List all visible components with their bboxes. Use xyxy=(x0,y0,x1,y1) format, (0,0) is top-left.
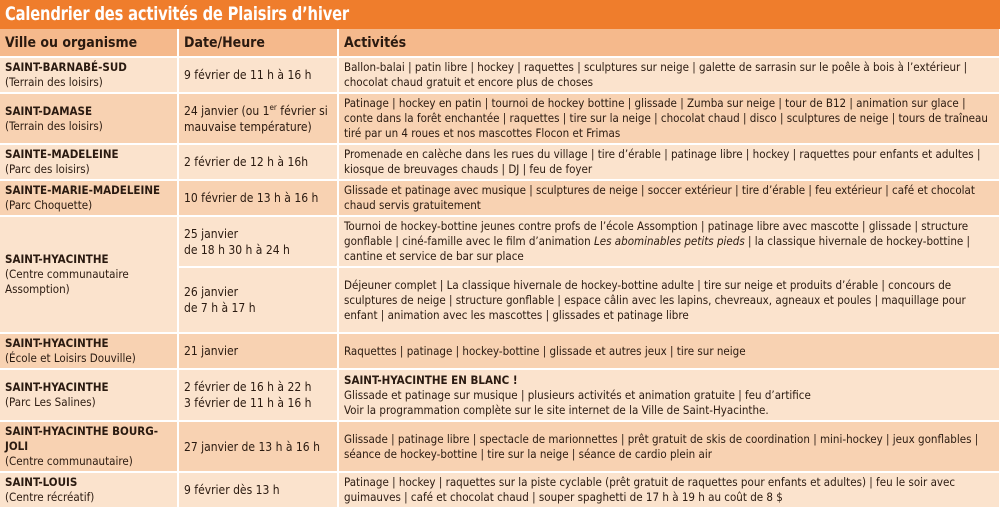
city-cell xyxy=(0,333,178,369)
city-name: SAINT-BARNABÉ-SUD xyxy=(5,60,127,74)
activities-cell: Patinage | hockey | raquettes sur la piste cyclable (prêt gratuit de raquettes pour enfants et adultes) | feu le soir avec guimauves | café et chocolat chaud | souper spaghetti de 17 h à 19 h au coût de 8 $ xyxy=(338,472,1000,508)
city-cell xyxy=(0,180,178,216)
activities-cell: Raquettes | patinage | hockey-bottine | glissade et autres jeux | tire sur neige xyxy=(338,333,1000,369)
date-cell: 26 janvier de 7 h à 17 h xyxy=(178,267,338,333)
city-cell xyxy=(0,369,178,421)
table-row xyxy=(0,144,1000,180)
date-cell: 21 janvier xyxy=(178,333,338,369)
activities-cell: Ballon-balai | patin libre | hockey | raquettes | sculptures sur neige | galette de sarrasin sur le poêle à bois à l’extérieur | chocolat chaud gratuit et encore plus de choses xyxy=(338,57,1000,93)
city-name: SAINT-HYACINTHE xyxy=(5,380,109,394)
table-header-row xyxy=(0,29,1000,57)
page-title: Calendrier des activités de Plaisirs d’hiver xyxy=(0,0,1000,29)
date-cell: 10 février de 13 h à 16 h xyxy=(178,180,338,216)
city-location: (Centre communautaire) xyxy=(5,454,133,468)
activities-cell: Déjeuner complet | La classique hivernale de hockey-bottine adulte | tire sur neige et produits d’érable | concours de sculptures de neige | structure gonflable | espace câlin avec les lapins, chevreaux, agneaux et poules | maquillage pour enfant | animation avec les mascottes | glissades et patinage libre xyxy=(338,267,1000,333)
city-name: SAINT-HYACINTHE xyxy=(5,336,109,350)
date-cell: 27 janvier de 13 h à 16 h xyxy=(178,421,338,472)
city-location: (Parc Choquette) xyxy=(5,198,93,212)
date-cell: 9 février dès 13 h xyxy=(178,472,338,508)
table-row xyxy=(0,216,1000,267)
event-title: SAINT-HYACINTHE EN BLANC ! xyxy=(344,372,518,387)
city-cell xyxy=(0,472,178,508)
table-row xyxy=(0,180,1000,216)
date-cell: 9 février de 11 h à 16 h xyxy=(178,57,338,93)
table-row xyxy=(0,369,1000,421)
header-city: Ville ou organisme xyxy=(0,29,178,57)
city-location: (Terrain des loisirs) xyxy=(5,75,103,89)
activities-cell: Glissade et patinage avec musique | sculptures de neige | soccer extérieur | tire d’érable | feu extérieur | café et chocolat chaud servis gratuitement xyxy=(338,180,1000,216)
activities-cell: Tournoi de hockey-bottine jeunes contre profs de l’école Assomption | patinage libre avec mascotte | glissade | structure gonflable | ciné-famille avec le film d’animation Les abominables petits pieds | la classique hivernale de hockey-bottine | cantine et service de bar sur place xyxy=(338,216,1000,267)
header-activities: Activités xyxy=(338,29,1000,57)
city-location: (Parc Les Salines) xyxy=(5,395,96,409)
activities-table xyxy=(0,29,1000,509)
city-location: (Centre récréatif) xyxy=(5,490,95,504)
date-cell: 24 janvier (ou 1er février si mauvaise température) xyxy=(178,93,338,144)
city-name: SAINT-LOUIS xyxy=(5,475,78,489)
city-location: (Terrain des loisirs) xyxy=(5,118,103,133)
city-cell xyxy=(0,144,178,180)
date-cell: 25 janvier de 18 h 30 h à 24 h xyxy=(178,216,338,267)
date-cell: 2 février de 16 h à 22 h 3 février de 11 h à 16 h xyxy=(178,369,338,421)
city-name: SAINT-HYACINTHE xyxy=(5,252,109,266)
activities-cell: Glissade | patinage libre | spectacle de marionnettes | prêt gratuit de skis de coordination | mini-hockey | jeux gonflables | séance de hockey-bottine | tire sur la neige | séance de cardio plein air xyxy=(338,421,1000,472)
city-name: SAINTE-MARIE-MADELEINE xyxy=(5,183,161,197)
date-cell: 2 février de 12 h à 16h xyxy=(178,144,338,180)
city-name: SAINTE-MADELEINE xyxy=(5,147,119,161)
city-cell xyxy=(0,93,178,144)
city-name: SAINT-HYACINTHE BOURG-JOLI xyxy=(5,424,158,453)
table-row xyxy=(0,93,1000,144)
activities-cell: Patinage | hockey en patin | tournoi de hockey bottine | glissade | Zumba sur neige | tour de B12 | animation sur glace | conte dans la forêt enchantée | raquettes | tire sur la neige | chocolat chaud | disco | sculptures de neige | tours de traîneau tiré par un 4 roues et nos mascottes Flocon et Frimas xyxy=(338,93,1000,144)
header-date: Date/Heure xyxy=(178,29,338,57)
city-cell xyxy=(0,216,178,333)
film-title: Les abominables petits pieds xyxy=(593,234,745,248)
table-row xyxy=(0,421,1000,472)
city-cell xyxy=(0,421,178,472)
activities-cell: SAINT-HYACINTHE EN BLANC ! Glissade et patinage sur musique | plusieurs activités et animation gratuite | feu d’artifice Voir la programmation complète sur le site internet de la Ville de Saint-Hyacinthe. xyxy=(338,369,1000,421)
city-location: (Centre communautaire Assomption) xyxy=(5,267,129,296)
city-cell xyxy=(0,57,178,93)
table-row xyxy=(0,472,1000,508)
city-location: (École et Loisirs Douville) xyxy=(5,351,136,365)
table-row xyxy=(0,57,1000,93)
city-location: (Parc des loisirs) xyxy=(5,162,90,176)
table-row xyxy=(0,333,1000,369)
activities-cell: Promenade en calèche dans les rues du village | tire d’érable | patinage libre | hockey | raquettes pour enfants et adultes | kiosque de breuvages chauds | DJ | feu de foyer xyxy=(338,144,1000,180)
city-name: SAINT-DAMASE xyxy=(5,103,93,118)
